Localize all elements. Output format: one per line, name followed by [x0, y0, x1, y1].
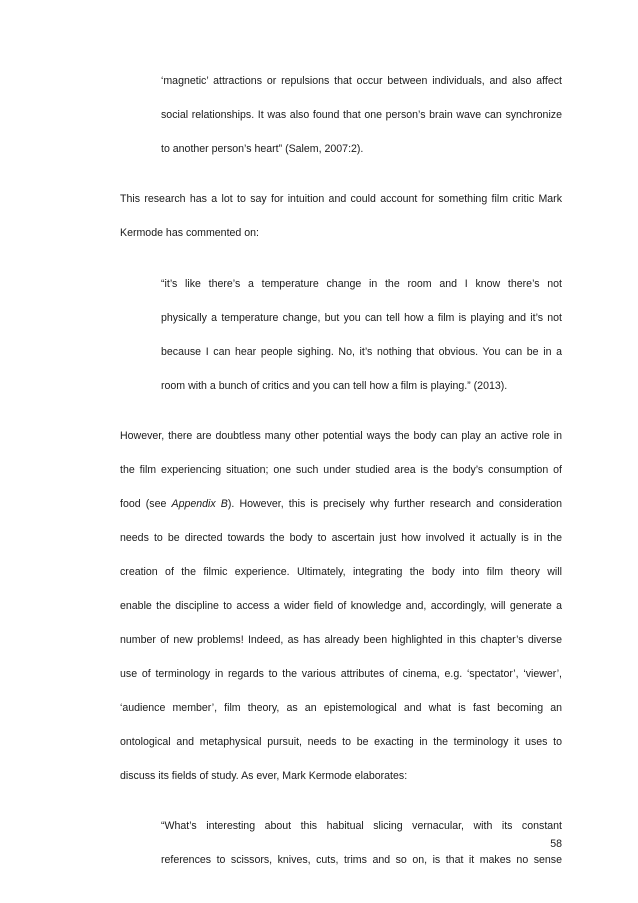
paragraph-2-line-10: ontological and metaphysical pursuit, needs to be exacting in the terminology it uses to [120, 736, 562, 748]
paragraph-2-line-3 [120, 497, 562, 511]
paragraph-1-line-2: Kermode has commented on: [120, 227, 259, 239]
block-quote-1-line-3: to another person’s heart” (Salem, 2007:2). [161, 143, 364, 155]
block-quote-1-line-1: ‘magnetic’ attractions or repulsions that occur between individuals, and also affect [161, 75, 562, 87]
block-quote-2-line-4: room with a bunch of critics and you can tell how a film is playing.” (2013). [161, 380, 508, 392]
paragraph-2-line-11: discuss its fields of study. As ever, Mark Kermode elaborates: [120, 770, 408, 782]
paragraph-2-line-7: number of new problems! Indeed, as has already been highlighted in this chapter’s diverse [120, 634, 562, 646]
paragraph-2-line-5: creation of the filmic experience. Ultimately, integrating the body into film theory will [120, 566, 562, 578]
paragraph-2-line-3-before: food (see [120, 498, 172, 510]
paragraph-2-line-2: the film experiencing situation; one such under studied area is the body’s consumption of [120, 464, 562, 476]
page-number: 58 [550, 838, 562, 850]
paragraph-2-line-6: enable the discipline to access a wider field of knowledge and, accordingly, will generate a [120, 600, 562, 612]
paragraph-2-line-1: However, there are doubtless many other potential ways the body can play an active role in [120, 430, 562, 442]
paragraph-1-line-1: This research has a lot to say for intuition and could account for something film critic Mark [120, 193, 562, 205]
paragraph-2-line-9: ‘audience member’, film theory, as an epistemological and what is fast becoming an [120, 702, 562, 714]
block-quote-2-line-3: because I can hear people sighing. No, it’s nothing that obvious. You can be in a [161, 346, 562, 358]
paragraph-2-line-8: use of terminology in regards to the various attributes of cinema, e.g. ‘spectator’, ‘viewer’, [120, 668, 562, 680]
block-quote-2-line-2: physically a temperature change, but you can tell how a film is playing and it’s not [161, 312, 562, 324]
block-quote-3-line-2: references to scissors, knives, cuts, trims and so on, is that it makes no sense [161, 854, 562, 866]
block-quote-2-line-1: “it’s like there’s a temperature change in the room and I know there’s not [161, 278, 562, 290]
paragraph-2-line-3-after: ). However, this is precisely why further research and consideration [227, 498, 562, 510]
block-quote-1-line-2: social relationships. It was also found that one person’s brain wave can synchronize [161, 109, 562, 121]
block-quote-3-line-1: “What’s interesting about this habitual slicing vernacular, with its constant [161, 820, 562, 832]
appendix-reference: Appendix B [171, 498, 228, 510]
paragraph-2-line-4: needs to be directed towards the body to ascertain just how involved it actually is in the [120, 532, 562, 544]
